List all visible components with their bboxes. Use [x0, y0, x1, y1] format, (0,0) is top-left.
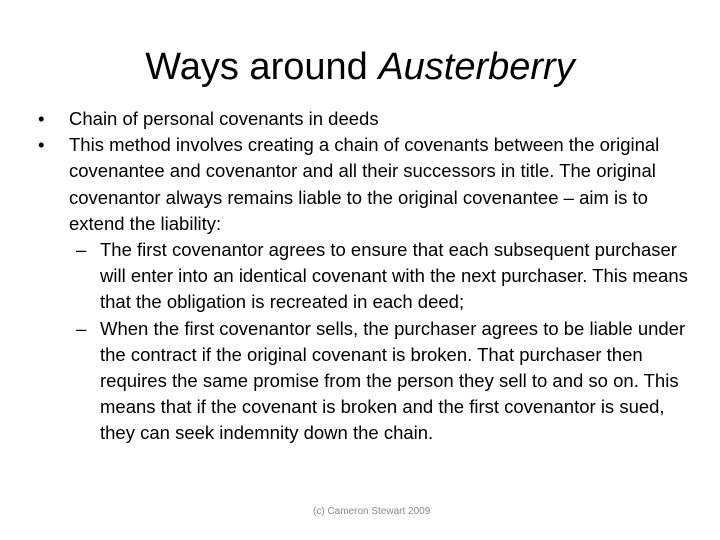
sub-bullet-marker: – — [76, 317, 87, 339]
bullet-marker: • — [38, 134, 45, 156]
sub-bullet-item — [38, 237, 688, 316]
title-italic: Austerberry — [378, 46, 575, 88]
bullet-marker: • — [38, 108, 45, 129]
slide-title — [0, 44, 720, 90]
bullet-text: This method involves creating a chain of covenants between the original covenantee and covenantor and all their successors in title. The original covenantor always remains liable to the original covenantee – aim is to extend the liability: — [69, 134, 660, 234]
bullet-item — [38, 106, 688, 132]
footer-copyright: (c) Cameron Stewart 2009 — [313, 506, 431, 517]
bullet-item — [38, 132, 688, 237]
title-main: Ways around — [145, 46, 379, 88]
bullet-text: Chain of personal covenants in deeds — [69, 108, 379, 129]
sub-bullet-marker: – — [76, 239, 87, 261]
sub-bullet-item — [38, 316, 688, 447]
sub-bullet-text: When the first covenantor sells, the purchaser agrees to be liable under the contract if the original covenant is broken. That purchaser then requires the same promise from the person they sell to and so on. This means that if the covenant is broken and the first covenantor is sued, they can seek indemnity down the chain. — [100, 317, 686, 444]
sub-bullet-text: The first covenantor agrees to ensure that each subsequent purchaser will enter into an identical covenant with the next purchaser. This means that the obligation is recreated in each deed; — [100, 239, 688, 313]
slide-body — [38, 106, 688, 447]
